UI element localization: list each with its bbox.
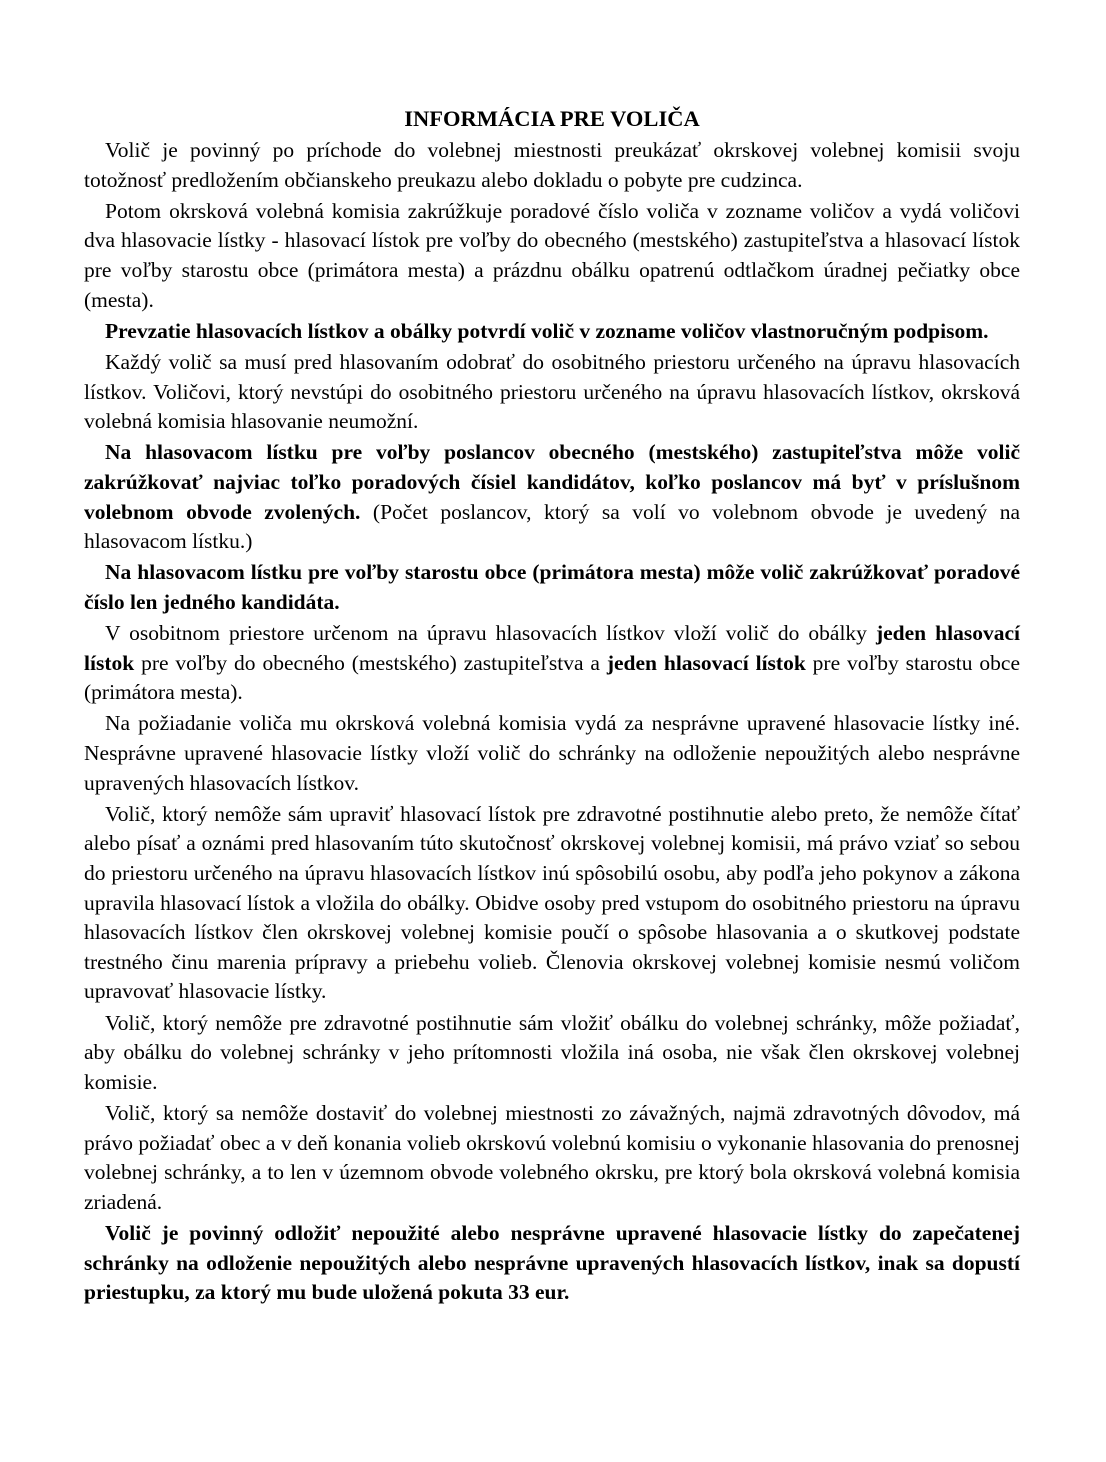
envelope-text-b: jeden hlasovací lístok (84, 621, 1020, 675)
paragraph-ballots-issued: Potom okrsková volebná komisia zakrúžkuje poradové číslo voliča v zozname voličov a vydá voličovi dva hlasovacie lístky - hlasovací lístok pre voľby do obecného (mestského) zastupiteľstva a hlasovací lístok pre voľby starostu obce (primátora mesta) a prázdnu obálku opatrenú odtlačkom úradnej pečiatky obce (mesta). (84, 198, 1020, 312)
paragraph-replacement-ballots: Na požiadanie voliča mu okrsková volebná komisia vydá za nesprávne upravené hlasovacie lístky iné. Nesprávne upravené hlasovacie lístky vloží volič do schránky na odloženie nepoužitých alebo nesprávne upravených hlasovacích lístkov. (84, 711, 1020, 795)
paragraph-council-ballot (84, 438, 1020, 556)
envelope-text-d: jeden hlasovací lístok (606, 650, 806, 675)
document-page (84, 104, 1020, 1309)
paragraph-portable-box: Volič, ktorý sa nemôže dostaviť do volebnej miestnosti zo závažných, najmä zdravotných dôvodov, má právo požiadať obec a v deň konania volieb okrskovú volebnú komisiu o vykonanie hlasovania do prenosnej volebnej schránky, a to len v územnom obvode volebného okrsku, pre ktorý bola okrsková volebná komisia zriadená. (84, 1100, 1020, 1214)
envelope-text-a: V osobitnom priestore určenom na úpravu hlasovacích lístkov vloží volič do obálky (105, 621, 876, 646)
paragraph-envelope-assistance: Volič, ktorý nemôže pre zdravotné postihnutie sám vložiť obálku do volebnej schránky, môže požiadať, aby obálku do volebnej schránky v jeho prítomnosti vložila iná osoba, nie však člen okrskovej volebnej komisie. (84, 1010, 1020, 1094)
paragraph-mayor-ballot: Na hlasovacom lístku pre voľby starostu obce (primátora mesta) môže volič zakrúžkovať poradové číslo len jedného kandidáta. (84, 560, 1020, 614)
paragraph-assistance: Volič, ktorý nemôže sám upraviť hlasovací lístok pre zdravotné postihnutie alebo preto, že nemôže čítať alebo písať a oznámi pred hlasovaním túto skutočnosť okrskovej volebnej komisii, má právo vziať so sebou do priestoru určeného na úpravu hlasovacích lístkov inú spôsobilú osobu, aby podľa jeho pokynov a zákona upravila hlasovací lístok a vložila do obálky. Obidve osoby pred vstupom do osobitného priestoru na úpravu hlasovacích lístkov člen okrskovej volebnej komisie poučí o spôsobe hlasovania a o skutkovej podstate trestného činu marenia prípravy a priebehu volieb. Členovia okrskovej volebnej komisie nesmú voličom upravovať hlasovacie lístky. (84, 801, 1020, 1004)
council-ballot-rule: Na hlasovacom lístku pre voľby poslancov obecného (mestského) zastupiteľstva môže volič zakrúžkovať najviac toľko poradových čísiel kandidátov, koľko poslancov má byť v príslušnom volebnom obvode zvolených. (84, 440, 1020, 524)
envelope-text-c: pre voľby do obecného (mestského) zastupiteľstva a (134, 650, 607, 675)
envelope-text-e: pre voľby starostu obce (primátora mesta). (84, 650, 1021, 705)
paragraph-envelope (84, 619, 1020, 708)
paragraph-identity: Volič je povinný po príchode do volebnej miestnosti preukázať okrskovej volebnej komisii svoju totožnosť predložením občianskeho preukazu alebo dokladu o pobyte pre cudzinca. (84, 138, 1020, 192)
document-title: INFORMÁCIA PRE VOLIČA (404, 106, 700, 131)
paragraph-penalty: Volič je povinný odložiť nepoužité alebo nesprávne upravené hlasovacie lístky do zapečatenej schránky na odloženie nepoužitých alebo nesprávne upravených hlasovacích lístkov, inak sa dopustí priestupku, za ktorý mu bude uložená pokuta 33 eur. (84, 1220, 1020, 1305)
paragraph-booth: Každý volič sa musí pred hlasovaním odobrať do osobitného priestoru určeného na úpravu hlasovacích lístkov. Voličovi, ktorý nevstúpi do osobitného priestoru určeného na úpravu hlasovacích lístkov, okrsková volebná komisia hlasovanie neumožní. (84, 349, 1020, 434)
council-ballot-note: (Počet poslancov, ktorý sa volí vo volebnom obvode je uvedený na hlasovacom lístku.) (84, 499, 1020, 554)
paragraph-signature: Prevzatie hlasovacích lístkov a obálky potvrdí volič v zozname voličov vlastnoručným podpisom. (105, 318, 989, 343)
